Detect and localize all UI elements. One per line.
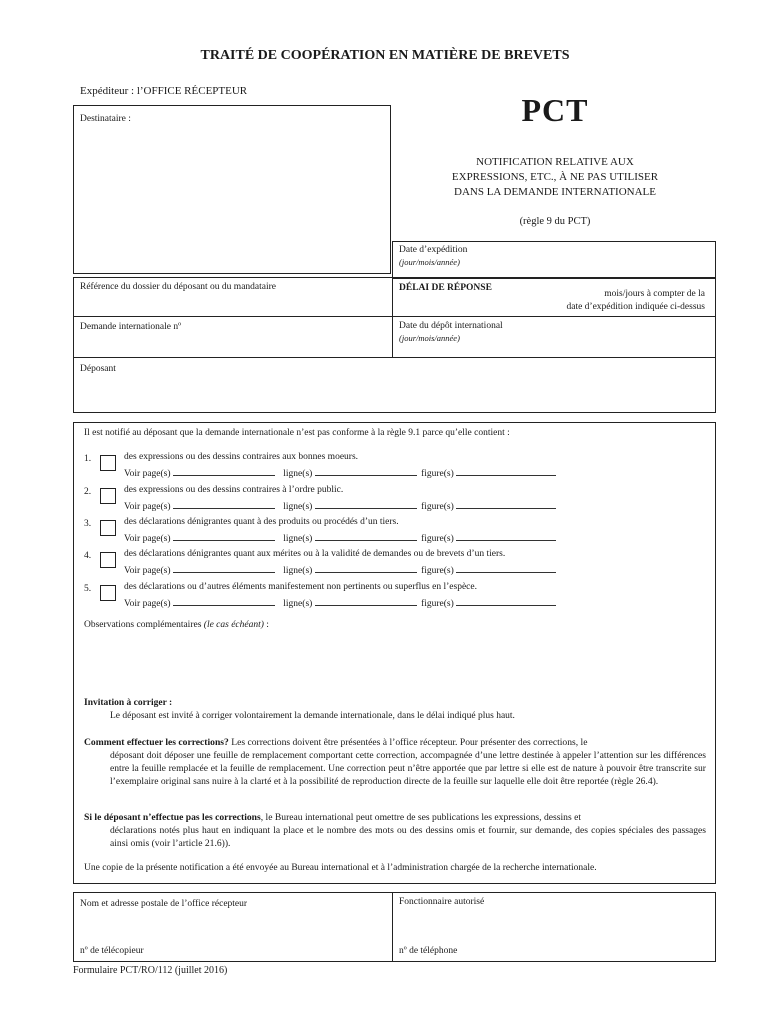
pages-label: Voir page(s) bbox=[124, 599, 171, 609]
pages-field[interactable] bbox=[173, 530, 275, 541]
notification-title-line: EXPRESSIONS, ETC., À NE PAS UTILISER bbox=[451, 171, 659, 183]
pages-field[interactable] bbox=[173, 595, 275, 606]
deposant-box[interactable] bbox=[73, 357, 716, 413]
lines-label: ligne(s) bbox=[283, 566, 313, 576]
reference-label: Référence du dossier du déposant ou du mandataire bbox=[80, 282, 277, 292]
pages-field[interactable] bbox=[173, 498, 275, 509]
delai-label: DÉLAI DE RÉPONSE bbox=[399, 283, 492, 293]
lines-field[interactable] bbox=[315, 498, 417, 509]
comment-paragraph bbox=[84, 736, 706, 788]
notification-title-line: NOTIFICATION RELATIVE AUX bbox=[476, 156, 634, 168]
si-title: Si le déposant n’effectue pas les corrections bbox=[84, 812, 261, 823]
figures-field[interactable] bbox=[456, 498, 556, 509]
item-text: des expressions ou des dessins contraires à l’ordre public. bbox=[124, 485, 344, 495]
figures-label: figure(s) bbox=[421, 599, 454, 609]
demande-box[interactable] bbox=[73, 316, 393, 358]
reference-box[interactable] bbox=[73, 277, 393, 317]
item-number: 5. bbox=[84, 584, 92, 594]
observations-colon: : bbox=[263, 620, 269, 630]
lines-field[interactable] bbox=[315, 530, 417, 541]
invitation-title: Invitation à corriger : bbox=[84, 698, 173, 708]
item-text: des déclarations dénigrantes quant aux mérites ou à la validité de demandes ou de brevets d’un tiers. bbox=[124, 549, 506, 559]
lines-field[interactable] bbox=[315, 562, 417, 573]
figures-label: figure(s) bbox=[421, 502, 454, 512]
item-checkbox[interactable] bbox=[100, 520, 116, 536]
item-number: 3. bbox=[84, 519, 92, 529]
date-format-hint: (jour/mois/année) bbox=[399, 257, 460, 267]
date-expedition-label: Date d’expédition bbox=[399, 245, 468, 255]
date-expedition-box[interactable] bbox=[392, 241, 716, 279]
lines-label: ligne(s) bbox=[283, 502, 313, 512]
deposant-label: Déposant bbox=[80, 364, 116, 374]
lines-field[interactable] bbox=[315, 465, 417, 476]
item-number: 2. bbox=[84, 487, 92, 497]
recipient-box[interactable] bbox=[73, 105, 391, 274]
observations-label-text: Observations complémentaires bbox=[84, 620, 202, 630]
rule-reference: (règle 9 du PCT) bbox=[519, 216, 591, 227]
phone-label: nº de téléphone bbox=[399, 946, 458, 956]
figures-field[interactable] bbox=[456, 530, 556, 541]
item-checkbox[interactable] bbox=[100, 552, 116, 568]
item-text: des expressions ou des dessins contraires aux bonnes moeurs. bbox=[124, 452, 359, 462]
date-depot-format-hint: (jour/mois/année) bbox=[399, 333, 460, 343]
document-title: TRAITÉ DE COOPÉRATION EN MATIÈRE DE BREVETS bbox=[200, 48, 570, 63]
item-references bbox=[124, 595, 556, 611]
lines-field[interactable] bbox=[315, 595, 417, 606]
comment-text-body: déposant doit déposer une feuille de remplacement comportant cette correction, accompagnée d’une lettre destinée à appeler l’attention sur les différences entre la feuille remplacée et la feuille de remplacement. Une correction peut n’être apportée que par lettre si elle est de nature à pouvoir être transcrite sur l’exemplaire original sans nuire à la clarté et à la possibilité de reproduction directe de la feuille sur laquelle elle doit être reportée (règle 26.4). bbox=[110, 750, 706, 788]
pages-label: Voir page(s) bbox=[124, 566, 171, 576]
si-text-lead: , le Bureau international peut omettre de ses publications les expressions, dessins et bbox=[260, 812, 581, 823]
item-number: 4. bbox=[84, 551, 92, 561]
comment-text-lead: Les corrections doivent être présentées à l’office récepteur. Pour présenter des corrections, le bbox=[228, 737, 588, 748]
pct-logo: PCT bbox=[521, 92, 589, 128]
copy-notice: Une copie de la présente notification a été envoyée au Bureau international et à l’administration chargée de la recherche internationale. bbox=[84, 863, 597, 873]
item-number: 1. bbox=[84, 454, 92, 464]
demande-label: Demande internationale nº bbox=[80, 322, 182, 332]
lines-label: ligne(s) bbox=[283, 534, 313, 544]
invitation-text: Le déposant est invité à corriger volontairement la demande internationale, dans le délai indiqué plus haut. bbox=[110, 711, 515, 721]
item-references bbox=[124, 562, 556, 578]
item-text: des déclarations dénigrantes quant à des produits ou procédés d’un tiers. bbox=[124, 517, 399, 527]
figures-label: figure(s) bbox=[421, 566, 454, 576]
delai-box[interactable] bbox=[392, 277, 716, 317]
observations-area[interactable] bbox=[84, 636, 704, 690]
delai-text-2: date d’expédition indiquée ci-dessus bbox=[566, 302, 705, 312]
figures-field[interactable] bbox=[456, 465, 556, 476]
item-checkbox[interactable] bbox=[100, 585, 116, 601]
item-checkbox[interactable] bbox=[100, 455, 116, 471]
office-address-box[interactable] bbox=[73, 892, 393, 962]
delai-text-1: mois/jours à compter de la bbox=[604, 289, 705, 299]
pages-label: Voir page(s) bbox=[124, 502, 171, 512]
item-checkbox[interactable] bbox=[100, 488, 116, 504]
item-references bbox=[124, 498, 556, 514]
comment-title: Comment effectuer les corrections? bbox=[84, 737, 229, 748]
si-paragraph bbox=[84, 811, 706, 850]
form-identifier: Formulaire PCT/RO/112 (juillet 2016) bbox=[73, 965, 228, 976]
lines-label: ligne(s) bbox=[283, 599, 313, 609]
si-text-body: déclarations notés plus haut en indiquant la place et le nombre des mots ou des dessins omis et fournir, sur demande, des copies spéciales des passages ainsi omis (voir l’article 21.6)). bbox=[110, 825, 706, 850]
figures-label: figure(s) bbox=[421, 469, 454, 479]
notification-title bbox=[395, 155, 715, 200]
item-references bbox=[124, 465, 556, 481]
date-depot-label: Date du dépôt international bbox=[399, 321, 503, 331]
lines-label: ligne(s) bbox=[283, 469, 313, 479]
office-address-label: Nom et adresse postale de l’office récepteur bbox=[80, 899, 248, 909]
item-text: des déclarations ou d’autres éléments manifestement non pertinents ou superflus en l’espèce. bbox=[124, 582, 477, 592]
authorized-label: Fonctionnaire autorisé bbox=[399, 897, 485, 907]
pages-label: Voir page(s) bbox=[124, 534, 171, 544]
observations-label bbox=[84, 620, 269, 632]
figures-field[interactable] bbox=[456, 595, 556, 606]
notification-title-line: DANS LA DEMANDE INTERNATIONALE bbox=[454, 186, 656, 198]
intro-text: Il est notifié au déposant que la demande internationale n’est pas conforme à la règle 9.1 parce qu’elle contient : bbox=[84, 428, 510, 438]
sender-line: Expéditeur : l’OFFICE RÉCEPTEUR bbox=[80, 85, 248, 97]
observations-note: (le cas échéant) bbox=[203, 620, 264, 630]
pages-label: Voir page(s) bbox=[124, 469, 171, 479]
recipient-label: Destinataire : bbox=[80, 114, 131, 124]
item-references bbox=[124, 530, 556, 546]
pages-field[interactable] bbox=[173, 562, 275, 573]
authorized-officer-box[interactable] bbox=[392, 892, 716, 962]
figures-field[interactable] bbox=[456, 562, 556, 573]
date-depot-box[interactable] bbox=[392, 316, 716, 358]
pages-field[interactable] bbox=[173, 465, 275, 476]
fax-label: nº de télécopieur bbox=[80, 946, 144, 956]
figures-label: figure(s) bbox=[421, 534, 454, 544]
